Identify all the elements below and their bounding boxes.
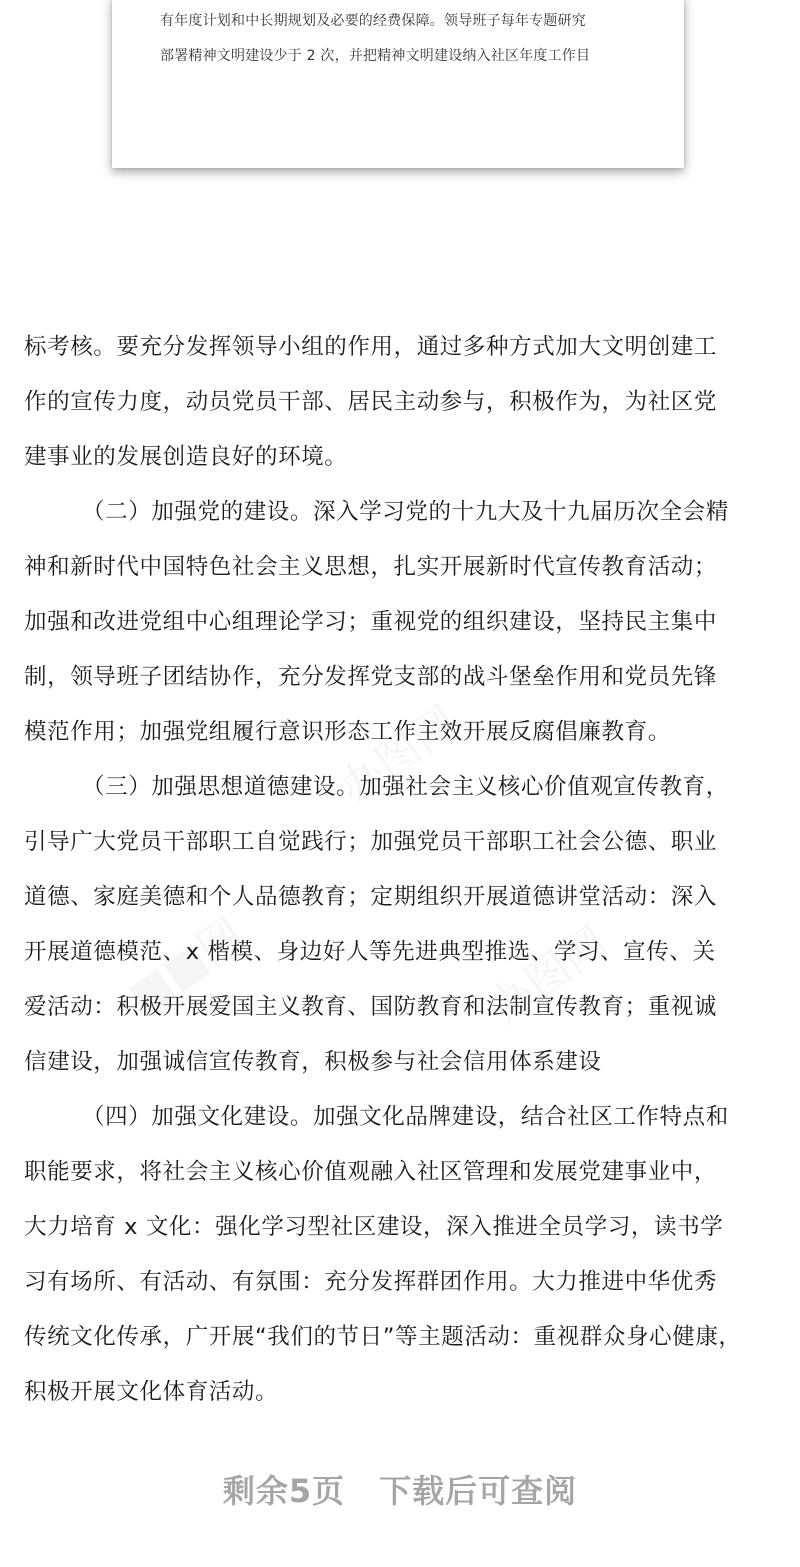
text-line: 加强和改进党组中心组理论学习；重视党的组织建设，坚持民主集中 (24, 609, 718, 635)
watermark: 办图网 (329, 696, 468, 815)
text-line: 信建设，加强诚信宣传教育，积极参与社会信用体系建设 (24, 1049, 602, 1075)
text-line: 职能要求，将社会主义核心价值观融入社区管理和发展党建事业中， (24, 1159, 718, 1185)
preview-line: 部署精神文明建设少于 2 次，并把精神文明建设纳入社区年度工作目 (160, 48, 591, 64)
text-line: 建事业的发展创造良好的环境。 (24, 444, 348, 470)
text-line: 标考核。要充分发挥领导小组的作用，通过多种方式加大文明创建工 (24, 334, 718, 360)
text-line: 大力培育 x 文化：强化学习型社区建设，深入推进全员学习，读书学 (24, 1214, 724, 1240)
watermark: ■■网 (119, 908, 253, 1024)
page-preview-card (112, 0, 684, 168)
paragraph-heading-line: （四）加强文化建设。加强文化品牌建设，结合社区工作特点和 (82, 1104, 729, 1130)
download-to-view-label: 下载后可查阅 (379, 1472, 578, 1510)
text-line: 传统文化传承，广开展“我们的节日”等主题活动：重视群众身心健康， (24, 1324, 742, 1350)
text-line: 习有场所、有活动、有氛围：充分发挥群团作用。大力推进中华优秀 (24, 1269, 718, 1295)
preview-line: 有年度计划和中长期规划及必要的经费保障。领导班子每年专题研究 (160, 13, 586, 29)
text-line: 神和新时代中国特色社会主义思想，扎实开展新时代宣传教育活动； (24, 554, 718, 580)
text-line: 制，领导班子团结协作，充分发挥党支部的战斗堡垒作用和党员先锋 (24, 664, 718, 690)
text-line: 道德、家庭美德和个人品德教育；定期组织开展道德讲堂活动：深入 (24, 884, 718, 910)
remaining-pages-label: 剩余5页 (222, 1472, 346, 1510)
download-prompt[interactable] (0, 1466, 800, 1516)
text-line: 引导广大党员干部职工自觉践行；加强党员干部职工社会公德、职业 (24, 829, 718, 855)
text-line: 作的宣传力度，动员党员干部、居民主动参与，积极作为，为社区党 (24, 389, 718, 415)
text-line: 开展道德模范、x 楷模、身边好人等先进典型推选、学习、宣传、关 (24, 939, 716, 965)
text-line: 爱活动：积极开展爱国主义教育、国防教育和法制宣传教育；重视诚 (24, 994, 718, 1020)
paragraph-heading-line: （二）加强党的建设。深入学习党的十九大及十九届历次全会精 (82, 499, 729, 525)
paragraph-heading-line: （三）加强思想道德建设。加强社会主义核心价值观宣传教育， (82, 774, 729, 800)
text-line: 模范作用；加强党组履行意识形态工作主效开展反腐倡廉教育。 (24, 719, 671, 745)
text-line: 积极开展文化体育活动。 (24, 1379, 279, 1405)
watermark: 办图网 (479, 916, 618, 1035)
